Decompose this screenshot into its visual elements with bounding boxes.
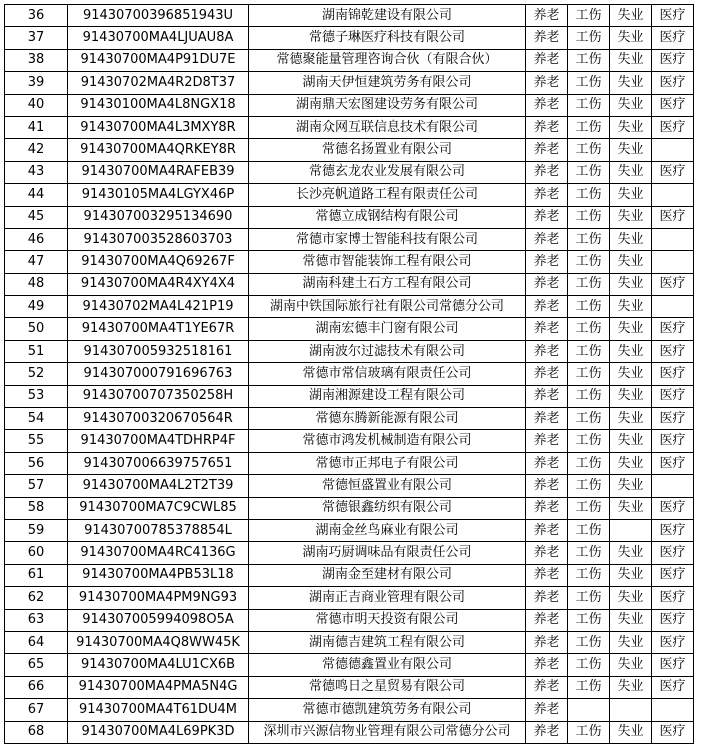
credit-code-cell: 91430700MA4L3MXY8R <box>68 116 249 138</box>
company-name-cell: 湖南天伊恒建筑劳务有限公司 <box>249 72 526 94</box>
pension-cell: 养老 <box>526 363 568 385</box>
table-row <box>5 72 694 94</box>
credit-code-cell: 914307003295134690 <box>68 206 249 228</box>
pension-cell: 养老 <box>526 676 568 698</box>
table-row <box>5 251 694 273</box>
row-number-cell: 62 <box>5 587 68 609</box>
unemployment-cell: 失业 <box>610 340 652 362</box>
unemployment-cell: 失业 <box>610 5 652 27</box>
table-row <box>5 94 694 116</box>
row-number-cell: 47 <box>5 251 68 273</box>
unemployment-cell: 失业 <box>610 564 652 586</box>
medical-cell: 医疗 <box>652 318 694 340</box>
table-row <box>5 116 694 138</box>
credit-code-cell: 91430700MA4LU1CX6B <box>68 654 249 676</box>
pension-cell: 养老 <box>526 385 568 407</box>
credit-code-cell: 91430700MA4P91DU7E <box>68 49 249 71</box>
unemployment-cell: 失业 <box>610 721 652 743</box>
injury-insurance-cell: 工伤 <box>568 206 610 228</box>
injury-insurance-cell: 工伤 <box>568 5 610 27</box>
company-name-cell: 湖南锦乾建设有限公司 <box>249 5 526 27</box>
medical-cell: 医疗 <box>652 363 694 385</box>
company-name-cell: 湖南众网互联信息技术有限公司 <box>249 116 526 138</box>
pension-cell: 养老 <box>526 542 568 564</box>
pension-cell: 养老 <box>526 318 568 340</box>
unemployment-cell: 失业 <box>610 228 652 250</box>
pension-cell: 养老 <box>526 631 568 653</box>
injury-insurance-cell: 工伤 <box>568 251 610 273</box>
table-row <box>5 564 694 586</box>
medical-cell: 医疗 <box>652 408 694 430</box>
table-row <box>5 452 694 474</box>
credit-code-cell: 91430700MA4Q8WW45K <box>68 631 249 653</box>
company-name-cell: 湖南科建土石方工程有限公司 <box>249 273 526 295</box>
company-name-cell: 常德市常信玻璃有限责任公司 <box>249 363 526 385</box>
row-number-cell: 46 <box>5 228 68 250</box>
pension-cell: 养老 <box>526 251 568 273</box>
company-name-cell: 湖南鼎天宏图建设劳务有限公司 <box>249 94 526 116</box>
injury-insurance-cell: 工伤 <box>568 116 610 138</box>
company-name-cell: 湖南宏德丰门窗有限公司 <box>249 318 526 340</box>
medical-cell <box>652 139 694 161</box>
company-name-cell: 湖南中铁国际旅行社有限公司常德分公司 <box>249 296 526 318</box>
medical-cell: 医疗 <box>652 273 694 295</box>
table-row <box>5 27 694 49</box>
medical-cell: 医疗 <box>652 721 694 743</box>
table-row <box>5 408 694 430</box>
medical-cell: 医疗 <box>652 161 694 183</box>
medical-cell: 医疗 <box>652 542 694 564</box>
row-number-cell: 41 <box>5 116 68 138</box>
pension-cell: 养老 <box>526 654 568 676</box>
row-number-cell: 39 <box>5 72 68 94</box>
row-number-cell: 51 <box>5 340 68 362</box>
table-row <box>5 161 694 183</box>
company-name-cell: 湖南德吉建筑工程有限公司 <box>249 631 526 653</box>
pension-cell: 养老 <box>526 94 568 116</box>
credit-code-cell: 91430700MA4LJUAU8A <box>68 27 249 49</box>
table-row <box>5 609 694 631</box>
unemployment-cell: 失业 <box>610 654 652 676</box>
table-row <box>5 430 694 452</box>
row-number-cell: 44 <box>5 184 68 206</box>
company-name-cell: 深圳市兴源信物业管理有限公司常德分公司 <box>249 721 526 743</box>
company-name-cell: 常德市德凯建筑劳务有限公司 <box>249 699 526 721</box>
table-row <box>5 340 694 362</box>
credit-code-cell: 91430702MA4L421P19 <box>68 296 249 318</box>
pension-cell: 养老 <box>526 408 568 430</box>
company-name-cell: 湖南湘源建设工程有限公司 <box>249 385 526 407</box>
company-name-cell: 湖南波尔过滤技术有限公司 <box>249 340 526 362</box>
company-name-cell: 长沙亮帆道路工程有限责任公司 <box>249 184 526 206</box>
row-number-cell: 40 <box>5 94 68 116</box>
company-name-cell: 常德市正邦电子有限公司 <box>249 452 526 474</box>
injury-insurance-cell: 工伤 <box>568 318 610 340</box>
injury-insurance-cell: 工伤 <box>568 385 610 407</box>
injury-insurance-cell: 工伤 <box>568 296 610 318</box>
credit-code-cell: 91430700MA7C9CWL85 <box>68 497 249 519</box>
pension-cell: 养老 <box>526 340 568 362</box>
credit-code-cell: 914307000791696763 <box>68 363 249 385</box>
medical-cell: 医疗 <box>652 519 694 541</box>
unemployment-cell: 失业 <box>610 430 652 452</box>
unemployment-cell <box>610 519 652 541</box>
pension-cell: 养老 <box>526 72 568 94</box>
insurance-table <box>4 4 694 744</box>
table-row <box>5 587 694 609</box>
injury-insurance-cell: 工伤 <box>568 609 610 631</box>
credit-code-cell: 91430700MA4T61DU4M <box>68 699 249 721</box>
injury-insurance-cell: 工伤 <box>568 542 610 564</box>
table-row <box>5 519 694 541</box>
credit-code-cell: 91430700MA4TDHRP4F <box>68 430 249 452</box>
credit-code-cell: 91430100MA4L8NGX18 <box>68 94 249 116</box>
company-name-cell: 湖南正吉商业管理有限公司 <box>249 587 526 609</box>
injury-insurance-cell: 工伤 <box>568 72 610 94</box>
unemployment-cell: 失业 <box>610 318 652 340</box>
medical-cell: 医疗 <box>652 587 694 609</box>
pension-cell: 养老 <box>526 184 568 206</box>
medical-cell: 医疗 <box>652 430 694 452</box>
table-row <box>5 273 694 295</box>
table-row <box>5 49 694 71</box>
credit-code-cell: 91430700MA4Q69267F <box>68 251 249 273</box>
unemployment-cell: 失业 <box>610 475 652 497</box>
medical-cell: 医疗 <box>652 206 694 228</box>
medical-cell: 医疗 <box>652 385 694 407</box>
row-number-cell: 48 <box>5 273 68 295</box>
injury-insurance-cell: 工伤 <box>568 631 610 653</box>
credit-code-cell: 91430700MA4T1YE67R <box>68 318 249 340</box>
credit-code-cell: 91430105MA4LGYX46P <box>68 184 249 206</box>
credit-code-cell: 91430700MA4QRKEY8R <box>68 139 249 161</box>
medical-cell: 医疗 <box>652 5 694 27</box>
unemployment-cell: 失业 <box>610 497 652 519</box>
table-row <box>5 631 694 653</box>
unemployment-cell: 失业 <box>610 452 652 474</box>
injury-insurance-cell: 工伤 <box>568 430 610 452</box>
credit-code-cell: 914307003528603703 <box>68 228 249 250</box>
row-number-cell: 45 <box>5 206 68 228</box>
pension-cell: 养老 <box>526 5 568 27</box>
company-name-cell: 常德恒盛置业有限公司 <box>249 475 526 497</box>
medical-cell: 医疗 <box>652 340 694 362</box>
medical-cell <box>652 184 694 206</box>
medical-cell <box>652 251 694 273</box>
company-name-cell: 常德聚能量管理咨询合伙（有限合伙） <box>249 49 526 71</box>
company-name-cell: 常德市鸿发机械制造有限公司 <box>249 430 526 452</box>
row-number-cell: 68 <box>5 721 68 743</box>
unemployment-cell: 失业 <box>610 49 652 71</box>
pension-cell: 养老 <box>526 49 568 71</box>
injury-insurance-cell: 工伤 <box>568 94 610 116</box>
row-number-cell: 58 <box>5 497 68 519</box>
row-number-cell: 38 <box>5 49 68 71</box>
unemployment-cell <box>610 699 652 721</box>
table-row <box>5 318 694 340</box>
injury-insurance-cell: 工伤 <box>568 408 610 430</box>
table-row <box>5 654 694 676</box>
unemployment-cell: 失业 <box>610 408 652 430</box>
pension-cell: 养老 <box>526 273 568 295</box>
table-row <box>5 139 694 161</box>
company-name-cell: 常德银鑫纺织有限公司 <box>249 497 526 519</box>
credit-code-cell: 91430700396851943U <box>68 5 249 27</box>
credit-code-cell: 91430700MA4PMA5N4G <box>68 676 249 698</box>
row-number-cell: 64 <box>5 631 68 653</box>
pension-cell: 养老 <box>526 27 568 49</box>
credit-code-cell: 91430700MA4L2T2T39 <box>68 475 249 497</box>
unemployment-cell: 失业 <box>610 363 652 385</box>
injury-insurance-cell: 工伤 <box>568 27 610 49</box>
unemployment-cell: 失业 <box>610 139 652 161</box>
pension-cell: 养老 <box>526 721 568 743</box>
pension-cell: 养老 <box>526 296 568 318</box>
row-number-cell: 50 <box>5 318 68 340</box>
credit-code-cell: 91430700MA4PM9NG93 <box>68 587 249 609</box>
credit-code-cell: 91430700707350258H <box>68 385 249 407</box>
table-row <box>5 363 694 385</box>
medical-cell: 医疗 <box>652 27 694 49</box>
medical-cell: 医疗 <box>652 49 694 71</box>
pension-cell: 养老 <box>526 587 568 609</box>
pension-cell: 养老 <box>526 609 568 631</box>
unemployment-cell: 失业 <box>610 542 652 564</box>
medical-cell: 医疗 <box>652 94 694 116</box>
table-row <box>5 184 694 206</box>
injury-insurance-cell <box>568 699 610 721</box>
table-row <box>5 699 694 721</box>
injury-insurance-cell: 工伤 <box>568 721 610 743</box>
injury-insurance-cell: 工伤 <box>568 497 610 519</box>
company-name-cell: 常德市智能装饰工程有限公司 <box>249 251 526 273</box>
injury-insurance-cell: 工伤 <box>568 519 610 541</box>
row-number-cell: 66 <box>5 676 68 698</box>
injury-insurance-cell: 工伤 <box>568 184 610 206</box>
pension-cell: 养老 <box>526 161 568 183</box>
unemployment-cell: 失业 <box>610 94 652 116</box>
company-name-cell: 湖南巧厨调味品有限责任公司 <box>249 542 526 564</box>
table-row <box>5 228 694 250</box>
row-number-cell: 55 <box>5 430 68 452</box>
medical-cell: 医疗 <box>652 654 694 676</box>
table-row <box>5 721 694 743</box>
company-name-cell: 常德德鑫置业有限公司 <box>249 654 526 676</box>
credit-code-cell: 91430700320670564R <box>68 408 249 430</box>
row-number-cell: 37 <box>5 27 68 49</box>
company-name-cell: 常德玄龙农业发展有限公司 <box>249 161 526 183</box>
injury-insurance-cell: 工伤 <box>568 139 610 161</box>
injury-insurance-cell: 工伤 <box>568 564 610 586</box>
unemployment-cell: 失业 <box>610 296 652 318</box>
credit-code-cell: 91430700MA4PB53L18 <box>68 564 249 586</box>
row-number-cell: 65 <box>5 654 68 676</box>
unemployment-cell: 失业 <box>610 72 652 94</box>
company-name-cell: 常德子琳医疗科技有限公司 <box>249 27 526 49</box>
company-name-cell: 常德市明天投资有限公司 <box>249 609 526 631</box>
row-number-cell: 59 <box>5 519 68 541</box>
pension-cell: 养老 <box>526 497 568 519</box>
pension-cell: 养老 <box>526 564 568 586</box>
credit-code-cell: 914307005932518161 <box>68 340 249 362</box>
row-number-cell: 60 <box>5 542 68 564</box>
medical-cell: 医疗 <box>652 564 694 586</box>
unemployment-cell: 失业 <box>610 587 652 609</box>
table-row <box>5 497 694 519</box>
pension-cell: 养老 <box>526 139 568 161</box>
injury-insurance-cell: 工伤 <box>568 654 610 676</box>
injury-insurance-cell: 工伤 <box>568 475 610 497</box>
row-number-cell: 57 <box>5 475 68 497</box>
injury-insurance-cell: 工伤 <box>568 228 610 250</box>
pension-cell: 养老 <box>526 116 568 138</box>
injury-insurance-cell: 工伤 <box>568 49 610 71</box>
medical-cell <box>652 475 694 497</box>
table-row <box>5 296 694 318</box>
medical-cell <box>652 296 694 318</box>
unemployment-cell: 失业 <box>610 161 652 183</box>
table-body <box>5 5 694 744</box>
company-name-cell: 常德鸣日之星贸易有限公司 <box>249 676 526 698</box>
medical-cell: 医疗 <box>652 116 694 138</box>
medical-cell: 医疗 <box>652 452 694 474</box>
unemployment-cell: 失业 <box>610 385 652 407</box>
company-name-cell: 常德名扬置业有限公司 <box>249 139 526 161</box>
medical-cell: 医疗 <box>652 72 694 94</box>
medical-cell: 医疗 <box>652 631 694 653</box>
table-row <box>5 5 694 27</box>
injury-insurance-cell: 工伤 <box>568 273 610 295</box>
row-number-cell: 63 <box>5 609 68 631</box>
injury-insurance-cell: 工伤 <box>568 161 610 183</box>
medical-cell <box>652 699 694 721</box>
row-number-cell: 56 <box>5 452 68 474</box>
unemployment-cell: 失业 <box>610 631 652 653</box>
table-row <box>5 385 694 407</box>
medical-cell: 医疗 <box>652 676 694 698</box>
pension-cell: 养老 <box>526 475 568 497</box>
row-number-cell: 67 <box>5 699 68 721</box>
injury-insurance-cell: 工伤 <box>568 363 610 385</box>
company-name-cell: 常德东腾新能源有限公司 <box>249 408 526 430</box>
injury-insurance-cell: 工伤 <box>568 676 610 698</box>
credit-code-cell: 91430702MA4R2D8T37 <box>68 72 249 94</box>
pension-cell: 养老 <box>526 699 568 721</box>
credit-code-cell: 91430700MA4L69PK3D <box>68 721 249 743</box>
company-name-cell: 常德市家博士智能科技有限公司 <box>249 228 526 250</box>
pension-cell: 养老 <box>526 430 568 452</box>
row-number-cell: 52 <box>5 363 68 385</box>
table-row <box>5 676 694 698</box>
unemployment-cell: 失业 <box>610 206 652 228</box>
company-name-cell: 湖南金丝鸟麻业有限公司 <box>249 519 526 541</box>
table-row <box>5 542 694 564</box>
medical-cell: 医疗 <box>652 497 694 519</box>
company-name-cell: 湖南金至建材有限公司 <box>249 564 526 586</box>
pension-cell: 养老 <box>526 519 568 541</box>
unemployment-cell: 失业 <box>610 676 652 698</box>
unemployment-cell: 失业 <box>610 273 652 295</box>
row-number-cell: 42 <box>5 139 68 161</box>
row-number-cell: 53 <box>5 385 68 407</box>
table-row <box>5 206 694 228</box>
unemployment-cell: 失业 <box>610 116 652 138</box>
pension-cell: 养老 <box>526 206 568 228</box>
medical-cell: 医疗 <box>652 609 694 631</box>
injury-insurance-cell: 工伤 <box>568 587 610 609</box>
medical-cell <box>652 228 694 250</box>
unemployment-cell: 失业 <box>610 27 652 49</box>
credit-code-cell: 914307005994098O5A <box>68 609 249 631</box>
pension-cell: 养老 <box>526 452 568 474</box>
injury-insurance-cell: 工伤 <box>568 452 610 474</box>
row-number-cell: 43 <box>5 161 68 183</box>
unemployment-cell: 失业 <box>610 251 652 273</box>
credit-code-cell: 91430700785378854L <box>68 519 249 541</box>
row-number-cell: 54 <box>5 408 68 430</box>
company-name-cell: 常德立成钢结构有限公司 <box>249 206 526 228</box>
row-number-cell: 36 <box>5 5 68 27</box>
row-number-cell: 61 <box>5 564 68 586</box>
table-row <box>5 475 694 497</box>
unemployment-cell: 失业 <box>610 184 652 206</box>
credit-code-cell: 91430700MA4R4XY4X4 <box>68 273 249 295</box>
injury-insurance-cell: 工伤 <box>568 340 610 362</box>
unemployment-cell: 失业 <box>610 609 652 631</box>
row-number-cell: 49 <box>5 296 68 318</box>
credit-code-cell: 914307006639757651 <box>68 452 249 474</box>
pension-cell: 养老 <box>526 228 568 250</box>
credit-code-cell: 91430700MA4RAFEB39 <box>68 161 249 183</box>
credit-code-cell: 91430700MA4RC4136G <box>68 542 249 564</box>
